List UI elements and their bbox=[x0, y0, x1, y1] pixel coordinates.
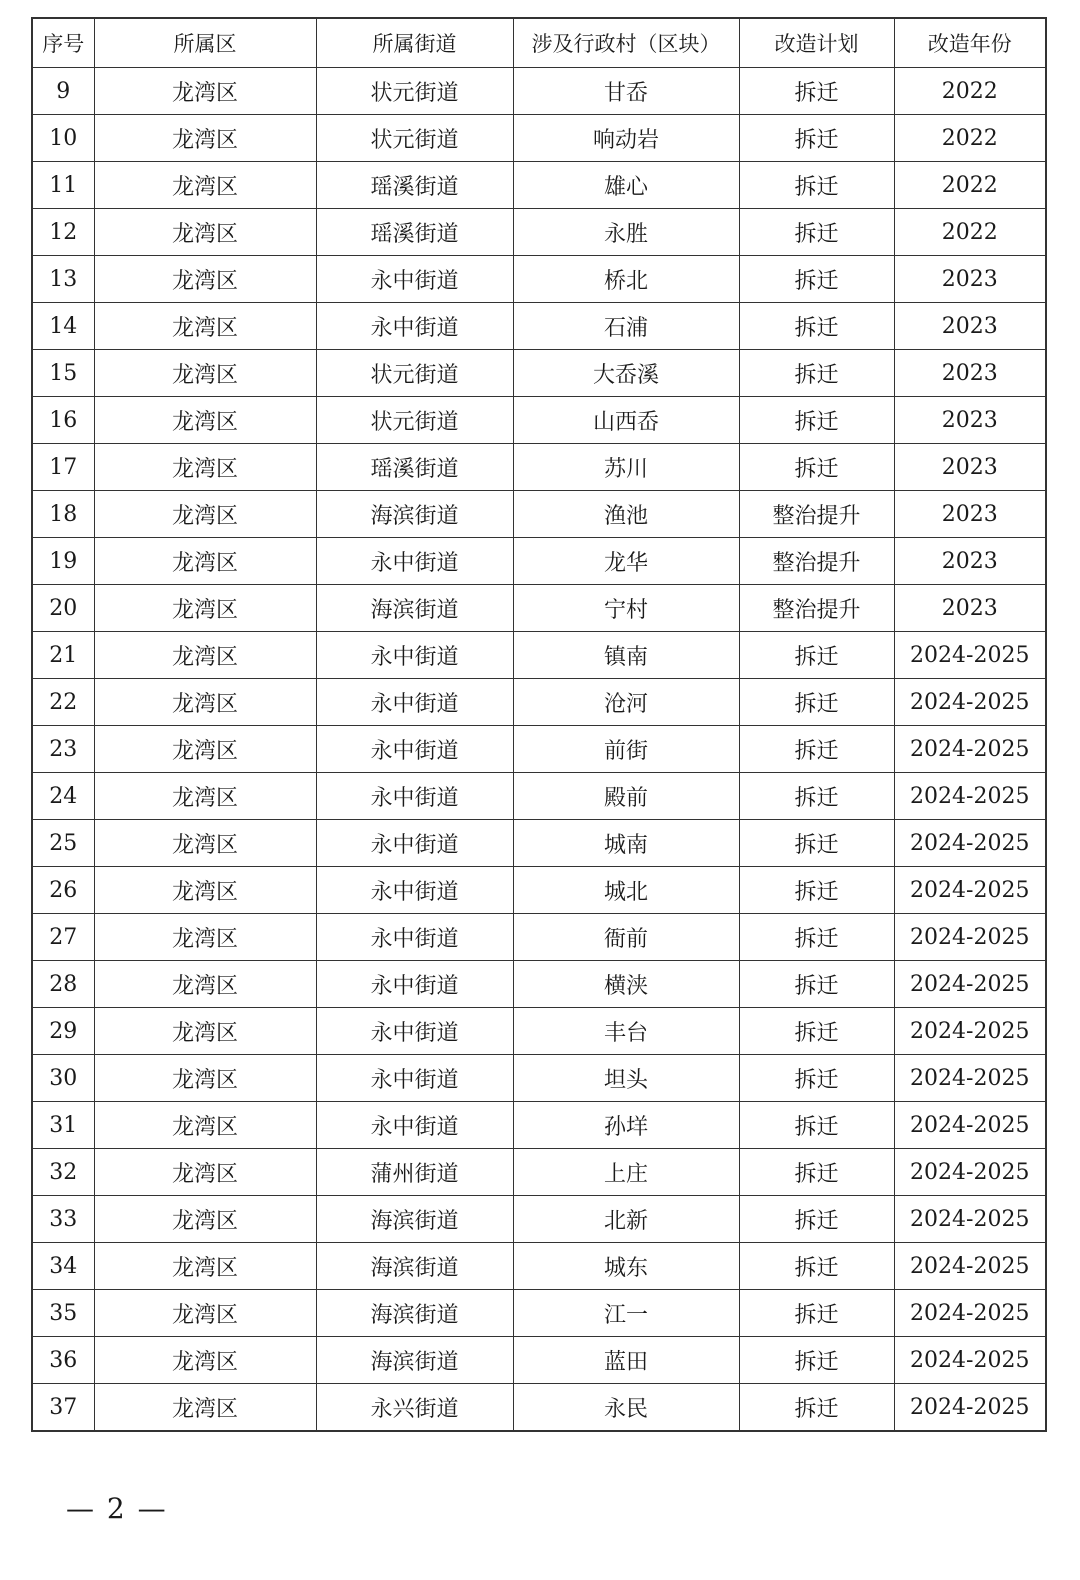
header-cell-year: 改造年份 bbox=[894, 18, 1046, 68]
cell-village: 石浦 bbox=[513, 303, 739, 350]
cell-street: 海滨街道 bbox=[316, 585, 513, 632]
cell-plan: 拆迁 bbox=[739, 1102, 894, 1149]
table-row bbox=[32, 162, 1046, 209]
cell-index: 22 bbox=[32, 679, 94, 726]
cell-street: 永中街道 bbox=[316, 961, 513, 1008]
cell-district: 龙湾区 bbox=[94, 444, 316, 491]
cell-district: 龙湾区 bbox=[94, 1055, 316, 1102]
cell-year: 2022 bbox=[894, 68, 1046, 115]
cell-index: 11 bbox=[32, 162, 94, 209]
cell-plan: 拆迁 bbox=[739, 1337, 894, 1384]
table-row bbox=[32, 115, 1046, 162]
cell-street: 永中街道 bbox=[316, 1055, 513, 1102]
cell-plan: 拆迁 bbox=[739, 350, 894, 397]
cell-district: 龙湾区 bbox=[94, 1243, 316, 1290]
cell-index: 13 bbox=[32, 256, 94, 303]
cell-district: 龙湾区 bbox=[94, 679, 316, 726]
cell-year: 2024-2025 bbox=[894, 1008, 1046, 1055]
cell-street: 永中街道 bbox=[316, 914, 513, 961]
table-row bbox=[32, 1196, 1046, 1243]
cell-plan: 拆迁 bbox=[739, 1055, 894, 1102]
cell-index: 30 bbox=[32, 1055, 94, 1102]
cell-street: 海滨街道 bbox=[316, 1196, 513, 1243]
cell-plan: 拆迁 bbox=[739, 209, 894, 256]
cell-village: 蓝田 bbox=[513, 1337, 739, 1384]
cell-street: 永中街道 bbox=[316, 1102, 513, 1149]
cell-plan: 拆迁 bbox=[739, 1008, 894, 1055]
cell-district: 龙湾区 bbox=[94, 303, 316, 350]
cell-year: 2023 bbox=[894, 350, 1046, 397]
cell-district: 龙湾区 bbox=[94, 585, 316, 632]
cell-index: 10 bbox=[32, 115, 94, 162]
cell-year: 2023 bbox=[894, 397, 1046, 444]
cell-index: 24 bbox=[32, 773, 94, 820]
cell-district: 龙湾区 bbox=[94, 961, 316, 1008]
table-row bbox=[32, 773, 1046, 820]
page-number: — 2 — bbox=[66, 1492, 168, 1525]
cell-district: 龙湾区 bbox=[94, 1337, 316, 1384]
table-row bbox=[32, 1149, 1046, 1196]
table-row bbox=[32, 1102, 1046, 1149]
table-row bbox=[32, 1337, 1046, 1384]
cell-plan: 拆迁 bbox=[739, 773, 894, 820]
cell-year: 2022 bbox=[894, 115, 1046, 162]
table-row bbox=[32, 1290, 1046, 1337]
cell-year: 2024-2025 bbox=[894, 867, 1046, 914]
header-row bbox=[32, 18, 1046, 68]
cell-plan: 拆迁 bbox=[739, 115, 894, 162]
cell-street: 状元街道 bbox=[316, 68, 513, 115]
cell-index: 19 bbox=[32, 538, 94, 585]
cell-village: 城南 bbox=[513, 820, 739, 867]
table-row bbox=[32, 303, 1046, 350]
table-row bbox=[32, 867, 1046, 914]
cell-district: 龙湾区 bbox=[94, 538, 316, 585]
table-row bbox=[32, 397, 1046, 444]
table-row bbox=[32, 68, 1046, 115]
cell-village: 雄心 bbox=[513, 162, 739, 209]
cell-district: 龙湾区 bbox=[94, 632, 316, 679]
table-row bbox=[32, 491, 1046, 538]
cell-plan: 整治提升 bbox=[739, 585, 894, 632]
table-row bbox=[32, 585, 1046, 632]
cell-village: 甘岙 bbox=[513, 68, 739, 115]
cell-village: 北新 bbox=[513, 1196, 739, 1243]
cell-village: 城东 bbox=[513, 1243, 739, 1290]
table-header bbox=[32, 18, 1046, 68]
cell-index: 20 bbox=[32, 585, 94, 632]
cell-district: 龙湾区 bbox=[94, 1102, 316, 1149]
cell-district: 龙湾区 bbox=[94, 1008, 316, 1055]
cell-street: 永中街道 bbox=[316, 632, 513, 679]
cell-index: 15 bbox=[32, 350, 94, 397]
table-row bbox=[32, 820, 1046, 867]
table-row bbox=[32, 632, 1046, 679]
cell-year: 2024-2025 bbox=[894, 1102, 1046, 1149]
cell-district: 龙湾区 bbox=[94, 256, 316, 303]
cell-street: 瑶溪街道 bbox=[316, 444, 513, 491]
cell-street: 状元街道 bbox=[316, 397, 513, 444]
cell-plan: 拆迁 bbox=[739, 820, 894, 867]
cell-village: 桥北 bbox=[513, 256, 739, 303]
cell-plan: 拆迁 bbox=[739, 68, 894, 115]
cell-year: 2024-2025 bbox=[894, 1384, 1046, 1432]
cell-district: 龙湾区 bbox=[94, 726, 316, 773]
cell-index: 27 bbox=[32, 914, 94, 961]
cell-village: 孙垟 bbox=[513, 1102, 739, 1149]
header-cell-village: 涉及行政村（区块） bbox=[513, 18, 739, 68]
cell-village: 大岙溪 bbox=[513, 350, 739, 397]
cell-index: 26 bbox=[32, 867, 94, 914]
cell-street: 永中街道 bbox=[316, 256, 513, 303]
cell-index: 9 bbox=[32, 68, 94, 115]
cell-district: 龙湾区 bbox=[94, 1384, 316, 1432]
cell-village: 城北 bbox=[513, 867, 739, 914]
cell-year: 2023 bbox=[894, 491, 1046, 538]
cell-street: 状元街道 bbox=[316, 115, 513, 162]
cell-village: 山西岙 bbox=[513, 397, 739, 444]
table-row bbox=[32, 1008, 1046, 1055]
cell-street: 永中街道 bbox=[316, 820, 513, 867]
cell-index: 25 bbox=[32, 820, 94, 867]
header-cell-district: 所属区 bbox=[94, 18, 316, 68]
cell-index: 33 bbox=[32, 1196, 94, 1243]
cell-index: 37 bbox=[32, 1384, 94, 1432]
cell-district: 龙湾区 bbox=[94, 350, 316, 397]
table-row bbox=[32, 1243, 1046, 1290]
cell-index: 35 bbox=[32, 1290, 94, 1337]
cell-district: 龙湾区 bbox=[94, 1149, 316, 1196]
cell-street: 永中街道 bbox=[316, 1008, 513, 1055]
cell-district: 龙湾区 bbox=[94, 162, 316, 209]
cell-year: 2024-2025 bbox=[894, 773, 1046, 820]
cell-village: 永胜 bbox=[513, 209, 739, 256]
cell-index: 36 bbox=[32, 1337, 94, 1384]
cell-district: 龙湾区 bbox=[94, 209, 316, 256]
cell-district: 龙湾区 bbox=[94, 115, 316, 162]
cell-year: 2022 bbox=[894, 162, 1046, 209]
cell-year: 2024-2025 bbox=[894, 914, 1046, 961]
data-table bbox=[31, 17, 1047, 1432]
cell-district: 龙湾区 bbox=[94, 1290, 316, 1337]
header-cell-index: 序号 bbox=[32, 18, 94, 68]
cell-year: 2024-2025 bbox=[894, 1149, 1046, 1196]
cell-village: 殿前 bbox=[513, 773, 739, 820]
cell-district: 龙湾区 bbox=[94, 68, 316, 115]
cell-street: 永中街道 bbox=[316, 726, 513, 773]
table-row bbox=[32, 350, 1046, 397]
cell-plan: 拆迁 bbox=[739, 256, 894, 303]
cell-street: 海滨街道 bbox=[316, 1243, 513, 1290]
cell-street: 永兴街道 bbox=[316, 1384, 513, 1432]
header-cell-street: 所属街道 bbox=[316, 18, 513, 68]
cell-year: 2024-2025 bbox=[894, 961, 1046, 1008]
table-row bbox=[32, 256, 1046, 303]
cell-year: 2023 bbox=[894, 256, 1046, 303]
cell-street: 海滨街道 bbox=[316, 1337, 513, 1384]
cell-index: 16 bbox=[32, 397, 94, 444]
table-row bbox=[32, 679, 1046, 726]
cell-street: 永中街道 bbox=[316, 773, 513, 820]
cell-village: 衙前 bbox=[513, 914, 739, 961]
cell-index: 12 bbox=[32, 209, 94, 256]
table-body bbox=[32, 68, 1046, 1432]
cell-index: 21 bbox=[32, 632, 94, 679]
table-row bbox=[32, 538, 1046, 585]
cell-year: 2024-2025 bbox=[894, 679, 1046, 726]
cell-plan: 拆迁 bbox=[739, 867, 894, 914]
cell-street: 瑶溪街道 bbox=[316, 209, 513, 256]
cell-year: 2024-2025 bbox=[894, 1290, 1046, 1337]
cell-plan: 拆迁 bbox=[739, 397, 894, 444]
cell-street: 海滨街道 bbox=[316, 491, 513, 538]
cell-plan: 拆迁 bbox=[739, 1196, 894, 1243]
cell-index: 23 bbox=[32, 726, 94, 773]
cell-district: 龙湾区 bbox=[94, 914, 316, 961]
cell-index: 32 bbox=[32, 1149, 94, 1196]
cell-village: 江一 bbox=[513, 1290, 739, 1337]
cell-index: 34 bbox=[32, 1243, 94, 1290]
cell-index: 17 bbox=[32, 444, 94, 491]
table-row bbox=[32, 444, 1046, 491]
cell-plan: 拆迁 bbox=[739, 632, 894, 679]
cell-plan: 拆迁 bbox=[739, 444, 894, 491]
cell-plan: 拆迁 bbox=[739, 961, 894, 1008]
header-cell-plan: 改造计划 bbox=[739, 18, 894, 68]
cell-index: 18 bbox=[32, 491, 94, 538]
cell-plan: 整治提升 bbox=[739, 538, 894, 585]
cell-year: 2024-2025 bbox=[894, 1196, 1046, 1243]
cell-plan: 整治提升 bbox=[739, 491, 894, 538]
cell-plan: 拆迁 bbox=[739, 726, 894, 773]
cell-district: 龙湾区 bbox=[94, 397, 316, 444]
cell-street: 状元街道 bbox=[316, 350, 513, 397]
cell-village: 永民 bbox=[513, 1384, 739, 1432]
cell-village: 响动岩 bbox=[513, 115, 739, 162]
cell-year: 2024-2025 bbox=[894, 726, 1046, 773]
cell-year: 2023 bbox=[894, 538, 1046, 585]
cell-plan: 拆迁 bbox=[739, 303, 894, 350]
cell-year: 2023 bbox=[894, 303, 1046, 350]
cell-village: 横浃 bbox=[513, 961, 739, 1008]
cell-street: 海滨街道 bbox=[316, 1290, 513, 1337]
cell-street: 永中街道 bbox=[316, 538, 513, 585]
cell-plan: 拆迁 bbox=[739, 914, 894, 961]
cell-village: 丰台 bbox=[513, 1008, 739, 1055]
cell-plan: 拆迁 bbox=[739, 162, 894, 209]
cell-year: 2024-2025 bbox=[894, 1337, 1046, 1384]
table-row bbox=[32, 1055, 1046, 1102]
cell-street: 蒲州街道 bbox=[316, 1149, 513, 1196]
cell-district: 龙湾区 bbox=[94, 1196, 316, 1243]
cell-district: 龙湾区 bbox=[94, 867, 316, 914]
cell-year: 2024-2025 bbox=[894, 1243, 1046, 1290]
cell-village: 镇南 bbox=[513, 632, 739, 679]
cell-plan: 拆迁 bbox=[739, 1243, 894, 1290]
cell-year: 2024-2025 bbox=[894, 632, 1046, 679]
table-row bbox=[32, 961, 1046, 1008]
cell-district: 龙湾区 bbox=[94, 773, 316, 820]
cell-year: 2023 bbox=[894, 585, 1046, 632]
cell-year: 2024-2025 bbox=[894, 820, 1046, 867]
cell-street: 永中街道 bbox=[316, 303, 513, 350]
cell-year: 2022 bbox=[894, 209, 1046, 256]
cell-village: 前街 bbox=[513, 726, 739, 773]
cell-village: 渔池 bbox=[513, 491, 739, 538]
cell-street: 永中街道 bbox=[316, 679, 513, 726]
cell-village: 沧河 bbox=[513, 679, 739, 726]
cell-year: 2023 bbox=[894, 444, 1046, 491]
cell-plan: 拆迁 bbox=[739, 1384, 894, 1432]
table-row bbox=[32, 726, 1046, 773]
cell-village: 坦头 bbox=[513, 1055, 739, 1102]
cell-plan: 拆迁 bbox=[739, 679, 894, 726]
cell-village: 苏川 bbox=[513, 444, 739, 491]
cell-village: 上庄 bbox=[513, 1149, 739, 1196]
cell-district: 龙湾区 bbox=[94, 491, 316, 538]
cell-year: 2024-2025 bbox=[894, 1055, 1046, 1102]
cell-plan: 拆迁 bbox=[739, 1149, 894, 1196]
cell-district: 龙湾区 bbox=[94, 820, 316, 867]
cell-index: 14 bbox=[32, 303, 94, 350]
cell-index: 28 bbox=[32, 961, 94, 1008]
table-row bbox=[32, 1384, 1046, 1432]
cell-street: 瑶溪街道 bbox=[316, 162, 513, 209]
table-row bbox=[32, 914, 1046, 961]
cell-plan: 拆迁 bbox=[739, 1290, 894, 1337]
table-row bbox=[32, 209, 1046, 256]
cell-village: 龙华 bbox=[513, 538, 739, 585]
cell-street: 永中街道 bbox=[316, 867, 513, 914]
cell-index: 29 bbox=[32, 1008, 94, 1055]
cell-village: 宁村 bbox=[513, 585, 739, 632]
cell-index: 31 bbox=[32, 1102, 94, 1149]
